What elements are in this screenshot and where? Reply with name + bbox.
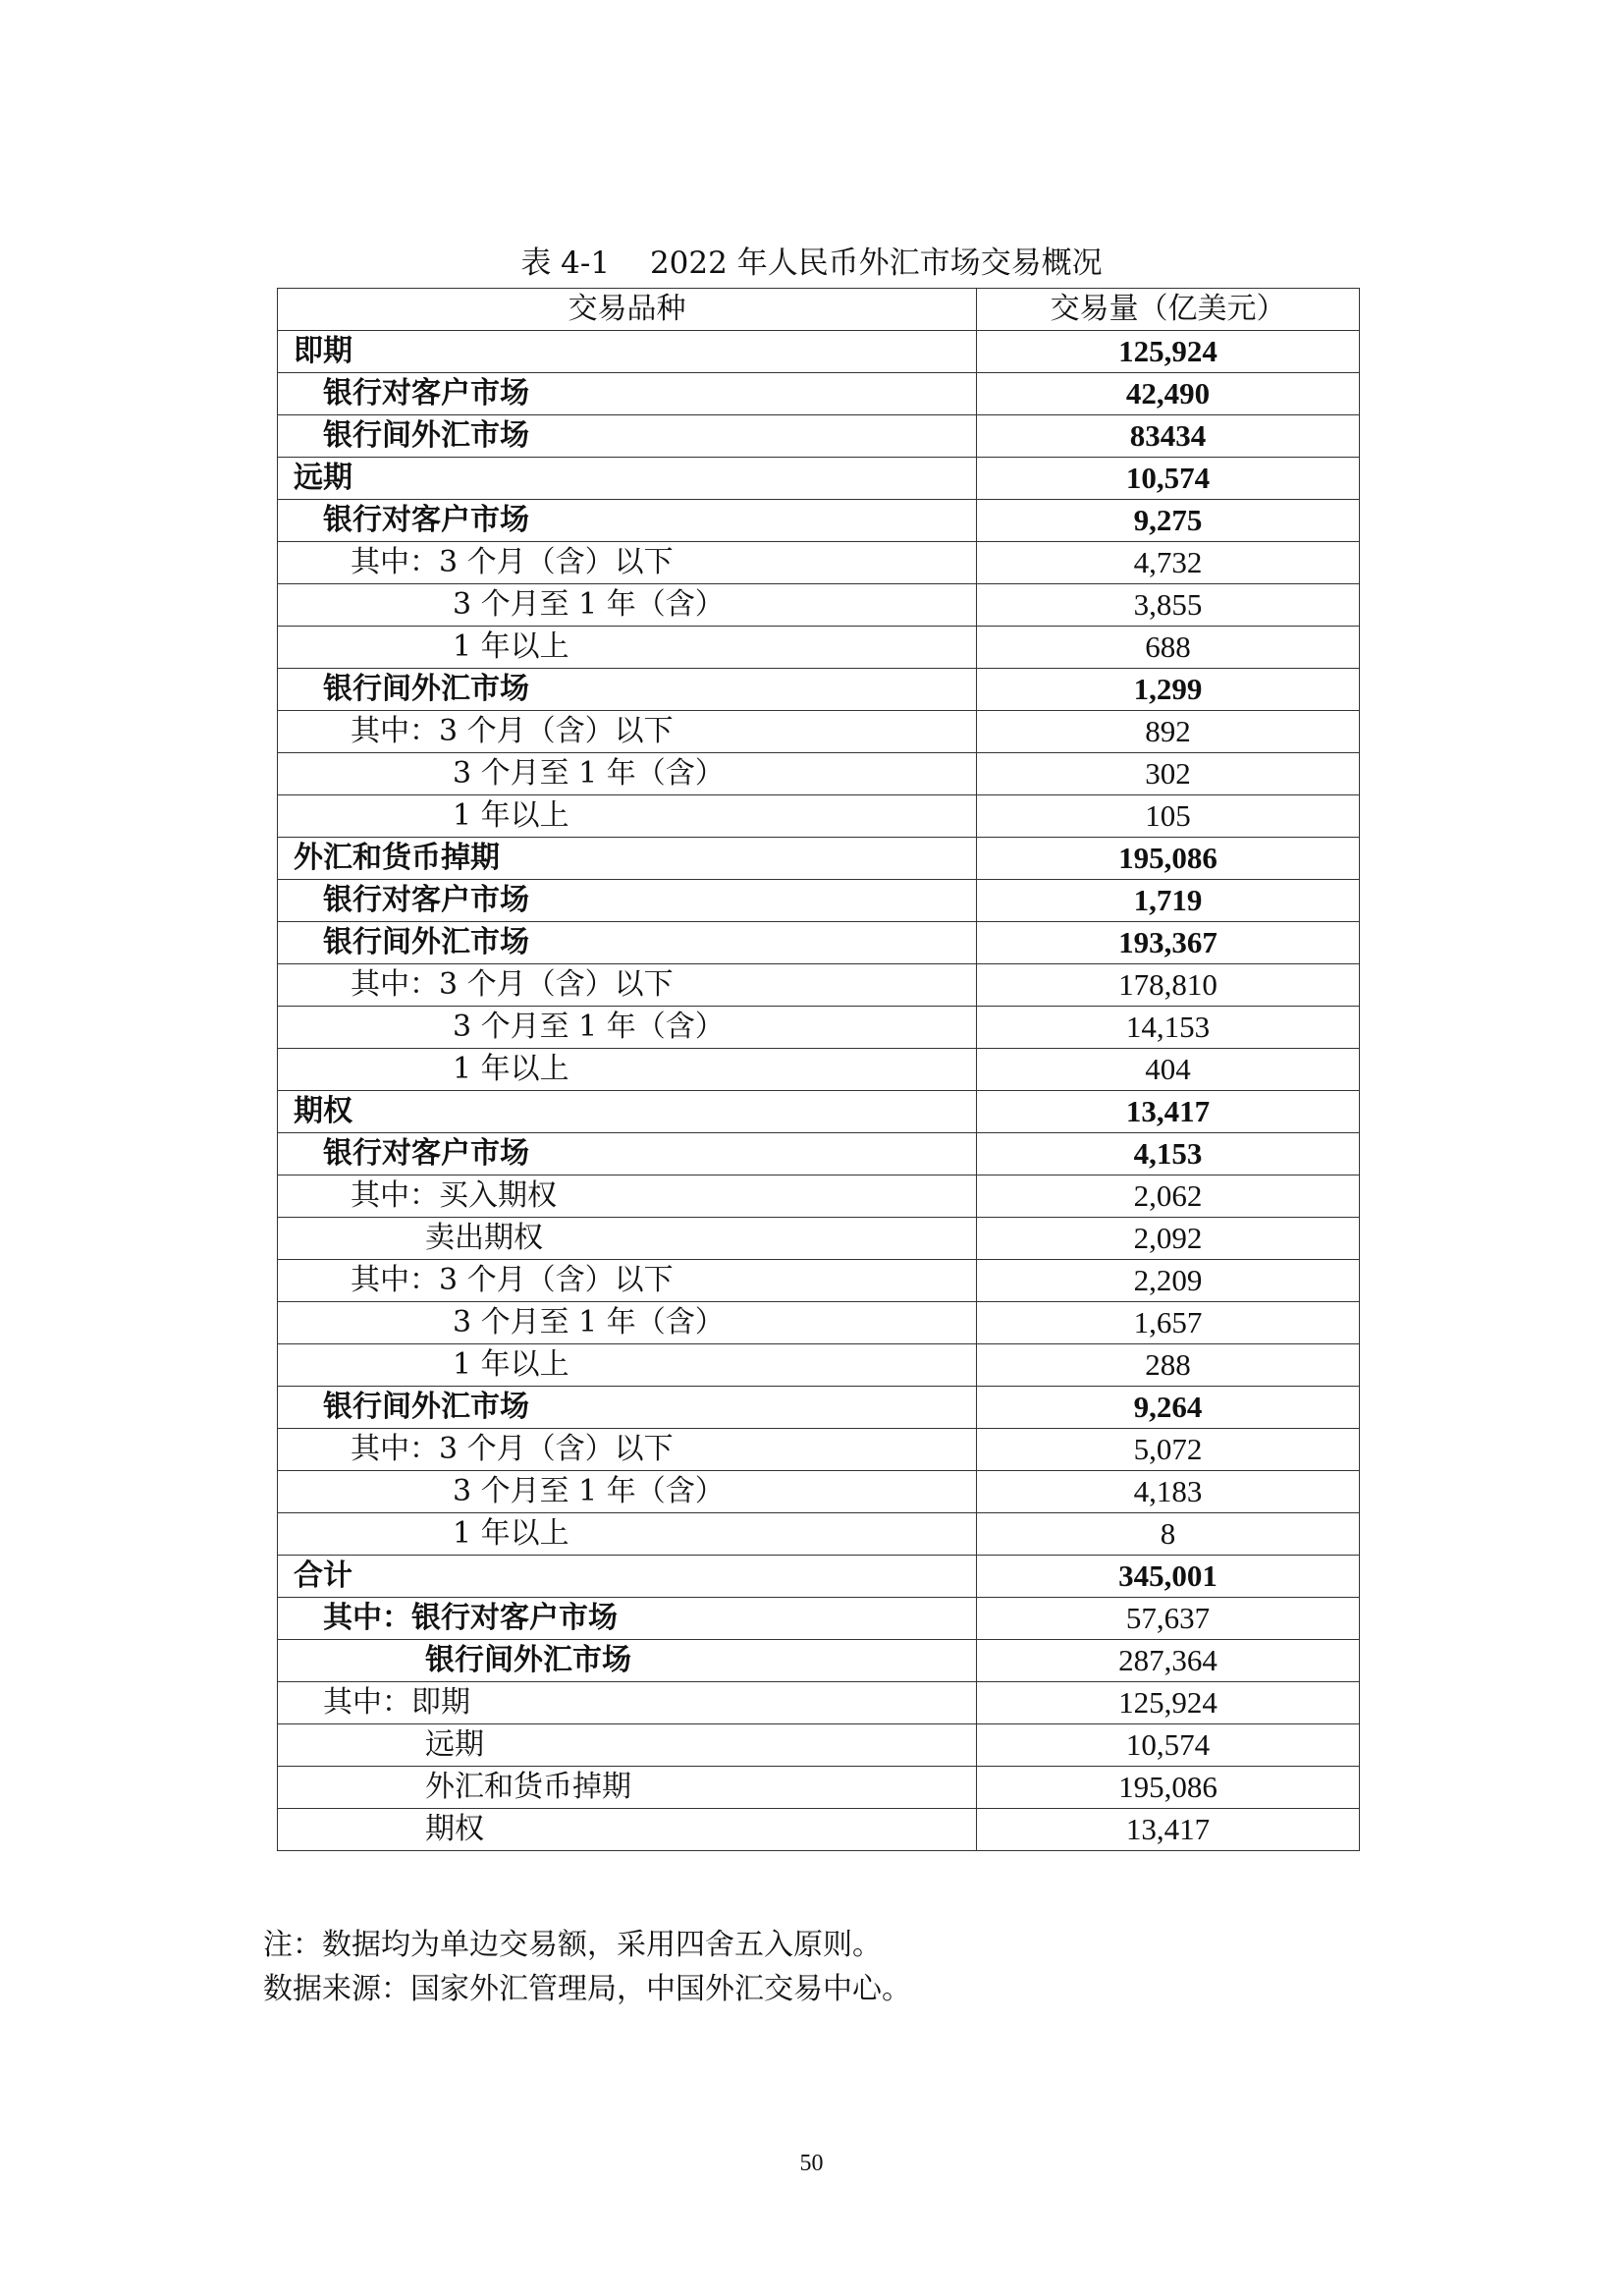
table-row (278, 1598, 1360, 1640)
row-value: 2,209 (977, 1260, 1360, 1302)
row-value: 4,183 (977, 1471, 1360, 1513)
row-label: 1 年以上 (278, 1049, 977, 1091)
row-label: 3 个月至 1 年（含） (278, 753, 977, 795)
row-label: 银行间外汇市场 (278, 415, 977, 458)
table-row (278, 1556, 1360, 1598)
row-label: 期权 (278, 1809, 977, 1851)
table-row (278, 922, 1360, 964)
row-value: 9,275 (977, 500, 1360, 542)
row-value: 688 (977, 627, 1360, 669)
table-row (278, 331, 1360, 373)
row-value: 287,364 (977, 1640, 1360, 1682)
row-label: 银行间外汇市场 (278, 922, 977, 964)
fx-market-table (277, 288, 1360, 1851)
row-label: 其中：银行对客户市场 (278, 1598, 977, 1640)
row-value: 2,092 (977, 1218, 1360, 1260)
row-label: 其中：3 个月（含）以下 (278, 542, 977, 584)
row-value: 125,924 (977, 1682, 1360, 1724)
table-row (278, 458, 1360, 500)
row-label: 1 年以上 (278, 1513, 977, 1556)
page-number: 50 (799, 2151, 824, 2176)
row-label: 银行间外汇市场 (278, 1387, 977, 1429)
row-value: 9,264 (977, 1387, 1360, 1429)
row-label: 1 年以上 (278, 1344, 977, 1387)
table-row (278, 880, 1360, 922)
row-label: 远期 (278, 458, 977, 500)
table-row (278, 669, 1360, 711)
table-row (278, 627, 1360, 669)
table-row (278, 1640, 1360, 1682)
row-value: 404 (977, 1049, 1360, 1091)
table-row (278, 1049, 1360, 1091)
row-label: 3 个月至 1 年（含） (278, 1007, 977, 1049)
row-value: 345,001 (977, 1556, 1360, 1598)
row-value: 8 (977, 1513, 1360, 1556)
table-row (278, 1513, 1360, 1556)
row-value: 83434 (977, 415, 1360, 458)
row-label: 远期 (278, 1724, 977, 1767)
table-row (278, 753, 1360, 795)
table-row (278, 1387, 1360, 1429)
table-row (278, 838, 1360, 880)
note-text: 注：数据均为单边交易额，采用四舍五入原则。 (263, 1928, 882, 1962)
table-row (278, 964, 1360, 1007)
row-label: 其中：买入期权 (278, 1175, 977, 1218)
row-value: 4,153 (977, 1133, 1360, 1175)
table-row (278, 542, 1360, 584)
row-label: 3 个月至 1 年（含） (278, 584, 977, 627)
table-row (278, 1429, 1360, 1471)
source-text: 数据来源：国家外汇管理局，中国外汇交易中心。 (263, 1972, 911, 2006)
table-row (278, 1682, 1360, 1724)
row-label: 其中：即期 (278, 1682, 977, 1724)
header-volume: 交易量（亿美元） (977, 289, 1360, 331)
row-label: 银行间外汇市场 (278, 669, 977, 711)
row-label: 1 年以上 (278, 627, 977, 669)
row-label: 1 年以上 (278, 795, 977, 838)
table-row (278, 1007, 1360, 1049)
table-row (278, 1344, 1360, 1387)
row-label: 即期 (278, 331, 977, 373)
table-row (278, 1218, 1360, 1260)
row-value: 5,072 (977, 1429, 1360, 1471)
row-value: 302 (977, 753, 1360, 795)
row-value: 178,810 (977, 964, 1360, 1007)
row-label: 银行对客户市场 (278, 373, 977, 415)
row-value: 42,490 (977, 373, 1360, 415)
table-row (278, 1471, 1360, 1513)
row-value: 892 (977, 711, 1360, 753)
row-label: 卖出期权 (278, 1218, 977, 1260)
row-label: 外汇和货币掉期 (278, 838, 977, 880)
row-value: 2,062 (977, 1175, 1360, 1218)
row-value: 4,732 (977, 542, 1360, 584)
table-row (278, 711, 1360, 753)
row-value: 57,637 (977, 1598, 1360, 1640)
row-value: 1,657 (977, 1302, 1360, 1344)
row-label: 银行间外汇市场 (278, 1640, 977, 1682)
row-value: 10,574 (977, 1724, 1360, 1767)
row-value: 1,719 (977, 880, 1360, 922)
table-row (278, 584, 1360, 627)
table-header-row (278, 289, 1360, 331)
row-label: 合计 (278, 1556, 977, 1598)
table-row (278, 1724, 1360, 1767)
row-label: 银行对客户市场 (278, 1133, 977, 1175)
table-row (278, 1175, 1360, 1218)
table-row (278, 1133, 1360, 1175)
table-row (278, 1767, 1360, 1809)
row-value: 105 (977, 795, 1360, 838)
table-row (278, 1091, 1360, 1133)
row-label: 外汇和货币掉期 (278, 1767, 977, 1809)
row-label: 3 个月至 1 年（含） (278, 1471, 977, 1513)
row-value: 13,417 (977, 1091, 1360, 1133)
table-row (278, 373, 1360, 415)
row-value: 193,367 (977, 922, 1360, 964)
table-row (278, 500, 1360, 542)
row-label: 3 个月至 1 年（含） (278, 1302, 977, 1344)
table-notes (263, 1923, 911, 2011)
table-row (278, 415, 1360, 458)
table-row (278, 1302, 1360, 1344)
row-value: 195,086 (977, 838, 1360, 880)
row-value: 125,924 (977, 331, 1360, 373)
row-label: 其中：3 个月（含）以下 (278, 711, 977, 753)
header-product: 交易品种 (278, 289, 977, 331)
table-row (278, 1809, 1360, 1851)
row-label: 银行对客户市场 (278, 880, 977, 922)
row-value: 10,574 (977, 458, 1360, 500)
row-value: 3,855 (977, 584, 1360, 627)
row-label: 其中：3 个月（含）以下 (278, 1260, 977, 1302)
table-row (278, 795, 1360, 838)
row-label: 其中：3 个月（含）以下 (278, 1429, 977, 1471)
row-value: 1,299 (977, 669, 1360, 711)
row-value: 13,417 (977, 1809, 1360, 1851)
table-body (278, 331, 1360, 1851)
row-label: 其中：3 个月（含）以下 (278, 964, 977, 1007)
row-label: 期权 (278, 1091, 977, 1133)
row-value: 288 (977, 1344, 1360, 1387)
table-title: 表 4-1 2022 年人民币外汇市场交易概况 (520, 246, 1103, 281)
row-value: 14,153 (977, 1007, 1360, 1049)
row-label: 银行对客户市场 (278, 500, 977, 542)
table-row (278, 1260, 1360, 1302)
row-value: 195,086 (977, 1767, 1360, 1809)
